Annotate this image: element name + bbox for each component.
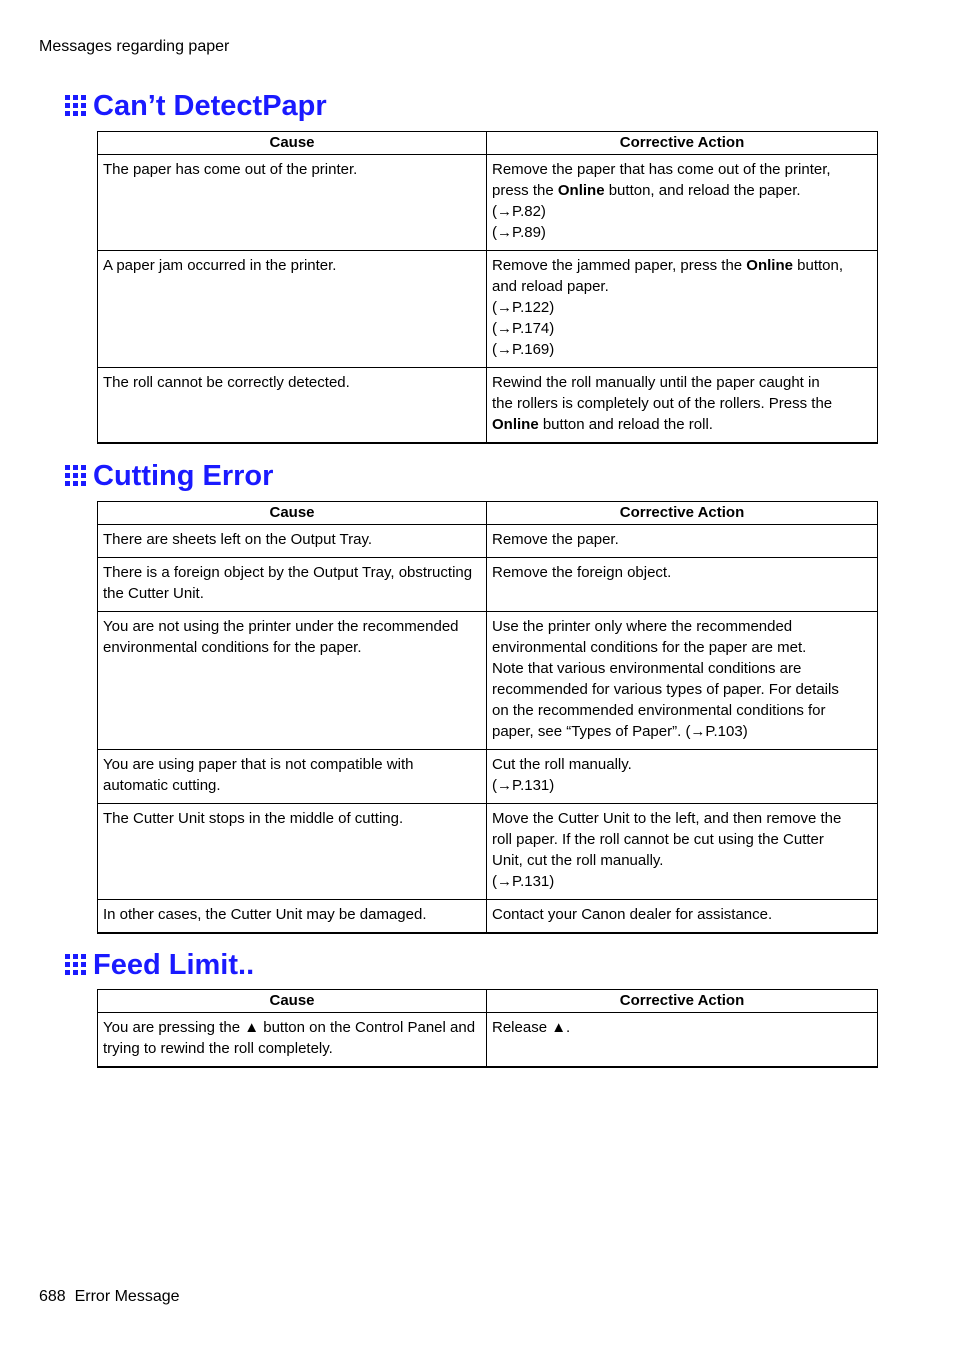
table-row bbox=[98, 750, 878, 804]
action-line: Move the Cutter Unit to the left, and then remove the bbox=[492, 810, 842, 827]
action-line: the rollers is completely out of the rollers. Press the bbox=[492, 395, 833, 412]
online-button-ref: Online bbox=[746, 257, 793, 274]
table-row bbox=[98, 612, 878, 750]
table-cant-detect-paper bbox=[97, 131, 878, 444]
action-line: recommended for various types of paper. For details bbox=[492, 681, 839, 698]
column-header-action: Corrective Action bbox=[487, 502, 878, 525]
cause-cell: The Cutter Unit stops in the middle of cutting. bbox=[98, 804, 487, 900]
action-line: Rewind the roll manually until the paper caught in bbox=[492, 374, 820, 391]
page-reference: (→P.131) bbox=[492, 873, 555, 890]
table-row bbox=[98, 525, 878, 558]
online-button-ref: Online bbox=[557, 182, 605, 199]
page-reference: (→P.131) bbox=[492, 777, 555, 794]
table-header-row bbox=[98, 502, 878, 525]
table-row bbox=[98, 804, 878, 900]
action-line: environmental conditions for the paper are met. bbox=[492, 639, 807, 656]
section-title-cant-detect-paper bbox=[65, 88, 327, 124]
grid-icon bbox=[65, 465, 87, 487]
page-reference: (→P.89) bbox=[492, 224, 546, 241]
action-line: Remove the foreign object. bbox=[492, 564, 672, 581]
action-cell bbox=[487, 525, 878, 558]
running-header: Messages regarding paper bbox=[39, 38, 230, 55]
table-row bbox=[98, 368, 878, 444]
action-line: Note that various environmental conditions are bbox=[492, 660, 802, 677]
page-number: 688 bbox=[39, 1288, 66, 1305]
page-reference: (→P.122) bbox=[492, 299, 555, 316]
action-cell bbox=[487, 900, 878, 934]
action-line: and reload paper. bbox=[492, 278, 609, 295]
table-row bbox=[98, 1013, 878, 1068]
section-title-text: Can’t DetectPapr bbox=[93, 90, 327, 122]
table-row bbox=[98, 155, 878, 251]
action-cell bbox=[487, 804, 878, 900]
action-line: paper, see “Types of Paper”. (→P.103) bbox=[492, 723, 748, 740]
action-cell bbox=[487, 558, 878, 612]
table-row bbox=[98, 900, 878, 934]
column-header-action: Corrective Action bbox=[487, 990, 878, 1013]
grid-icon bbox=[65, 95, 87, 117]
action-cell bbox=[487, 1013, 878, 1068]
table-row bbox=[98, 558, 878, 612]
section-title-feed-limit bbox=[65, 947, 254, 983]
table-feed-limit bbox=[97, 989, 878, 1068]
action-cell bbox=[487, 368, 878, 444]
action-line: Unit, cut the roll manually. bbox=[492, 852, 664, 869]
column-header-cause: Cause bbox=[98, 502, 487, 525]
action-cell bbox=[487, 612, 878, 750]
action-line: Remove the paper. bbox=[492, 531, 619, 548]
cause-cell: The paper has come out of the printer. bbox=[98, 155, 487, 251]
action-line: Release ▲. bbox=[492, 1019, 571, 1036]
footer-section: Error Message bbox=[74, 1288, 180, 1305]
section-title-cutting-error bbox=[65, 458, 273, 494]
page-reference: (→P.82) bbox=[492, 203, 546, 220]
action-line: Remove the jammed paper, press the Online button, bbox=[492, 257, 844, 274]
cause-cell: There is a foreign object by the Output Tray, obstructing the Cutter Unit. bbox=[98, 558, 487, 612]
cause-cell: You are using paper that is not compatible with automatic cutting. bbox=[98, 750, 487, 804]
page-reference: (→P.174) bbox=[492, 320, 555, 337]
table-header-row bbox=[98, 990, 878, 1013]
table-header-row bbox=[98, 132, 878, 155]
cause-cell: There are sheets left on the Output Tray. bbox=[98, 525, 487, 558]
online-button-ref: Online bbox=[492, 416, 539, 433]
table-cutting-error bbox=[97, 501, 878, 934]
action-line: Cut the roll manually. bbox=[492, 756, 632, 773]
section-title-text: Cutting Error bbox=[93, 460, 274, 492]
action-line: roll paper. If the roll cannot be cut using the Cutter bbox=[492, 831, 824, 848]
cause-cell: You are pressing the ▲ button on the Control Panel and trying to rewind the roll completely. bbox=[98, 1013, 487, 1068]
action-line: Remove the paper that has come out of the printer, bbox=[492, 161, 831, 178]
cause-cell: A paper jam occurred in the printer. bbox=[98, 251, 487, 368]
action-cell bbox=[487, 155, 878, 251]
action-cell bbox=[487, 750, 878, 804]
cause-cell: In other cases, the Cutter Unit may be damaged. bbox=[98, 900, 487, 934]
action-line: Online button and reload the roll. bbox=[492, 416, 713, 433]
table-row bbox=[98, 251, 878, 368]
section-title-text: Feed Limit.. bbox=[93, 949, 255, 981]
column-header-action: Corrective Action bbox=[487, 132, 878, 155]
action-line: press the Online button, and reload the paper. bbox=[492, 182, 801, 199]
grid-icon bbox=[65, 954, 87, 976]
page-footer bbox=[39, 1287, 180, 1307]
action-line: on the recommended environmental conditions for bbox=[492, 702, 826, 719]
column-header-cause: Cause bbox=[98, 990, 487, 1013]
action-line: Contact your Canon dealer for assistance. bbox=[492, 906, 773, 923]
cause-cell: You are not using the printer under the recommended environmental conditions for the paper. bbox=[98, 612, 487, 750]
action-cell bbox=[487, 251, 878, 368]
cause-cell: The roll cannot be correctly detected. bbox=[98, 368, 487, 444]
column-header-cause: Cause bbox=[98, 132, 487, 155]
page-reference: (→P.169) bbox=[492, 341, 555, 358]
action-line: Use the printer only where the recommended bbox=[492, 618, 793, 635]
